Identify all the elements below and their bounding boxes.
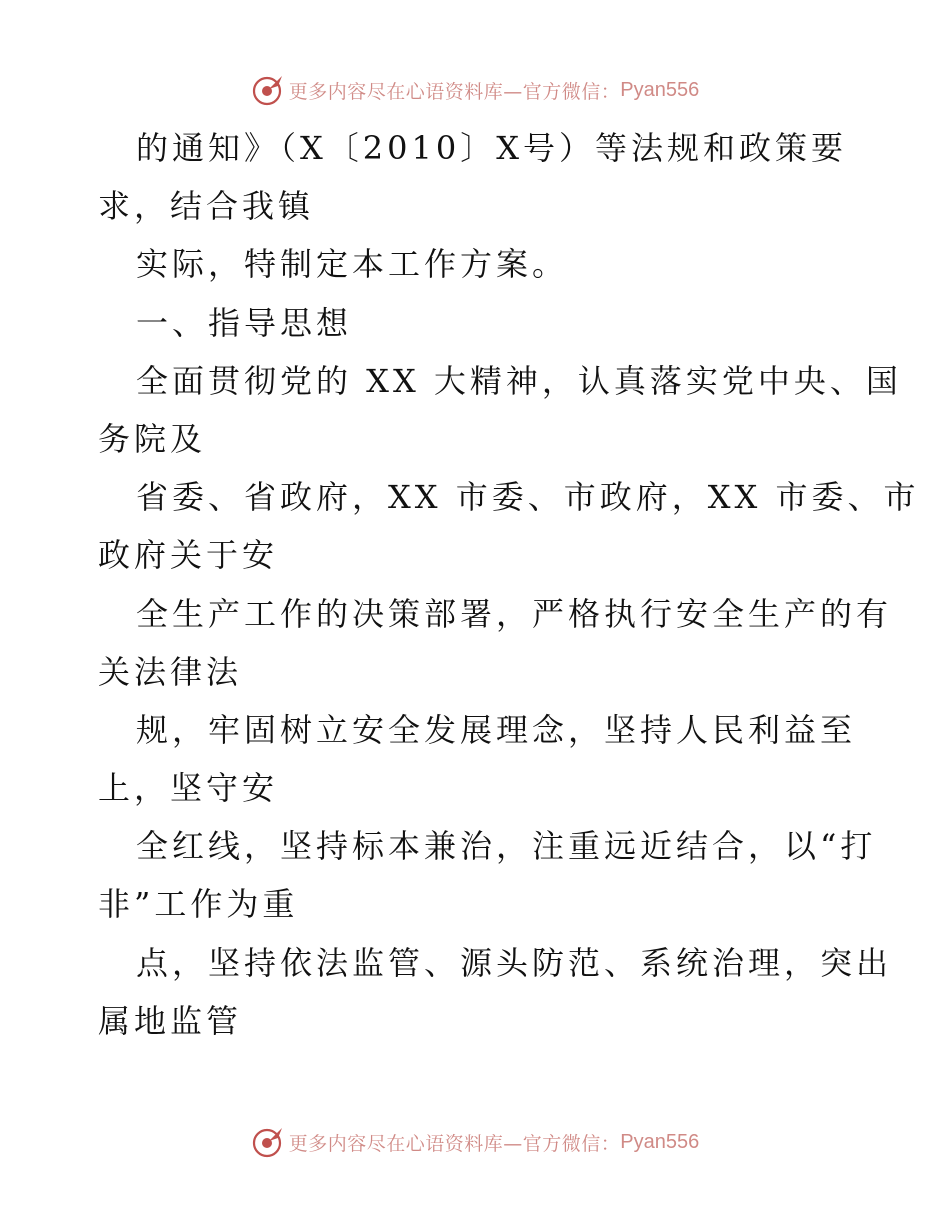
text-line: 属地监管: [98, 1001, 243, 1040]
watermark-id: Pyan556: [620, 1130, 700, 1153]
watermark-text: 更多内容尽在心语资料库—官方微信：: [288, 1132, 621, 1155]
feather-logo-icon: [251, 73, 285, 107]
text-line: 求，结合我镇: [98, 187, 315, 226]
feather-logo-icon: [251, 1125, 285, 1159]
text-line: 省委、省政府，XX 市委、市政府，XX 市委、市: [136, 478, 920, 517]
text-line: 上，坚守安: [98, 769, 279, 808]
header-watermark: [0, 70, 950, 110]
text-line: 全面贯彻党的 XX 大精神，认真落实党中央、国: [136, 361, 902, 400]
text-line: 全生产工作的决策部署，严格执行安全生产的有: [136, 594, 893, 633]
text-line: 关法律法: [98, 652, 243, 691]
text-line: 务院及: [98, 419, 207, 458]
text-line: 规，牢固树立安全发展理念，坚持人民利益至: [136, 710, 857, 749]
footer-watermark: [0, 1122, 950, 1162]
text-line: 实际，特制定本工作方案。: [136, 245, 569, 284]
text-line: 一、指导思想: [136, 303, 353, 342]
text-line: 全红线，坚持标本兼治，注重远近结合，以“打: [136, 827, 877, 866]
watermark-text: 更多内容尽在心语资料库—官方微信：: [288, 80, 621, 103]
document-body: [98, 119, 920, 1050]
text-line: 的通知》（X〔2010〕X号）等法规和政策要: [136, 129, 848, 167]
text-line: 非”工作为重: [98, 885, 299, 924]
text-line: 政府关于安: [98, 536, 279, 575]
watermark-id: Pyan556: [620, 78, 700, 101]
text-line: 点，坚持依法监管、源头防范、系统治理，突出: [136, 943, 893, 982]
